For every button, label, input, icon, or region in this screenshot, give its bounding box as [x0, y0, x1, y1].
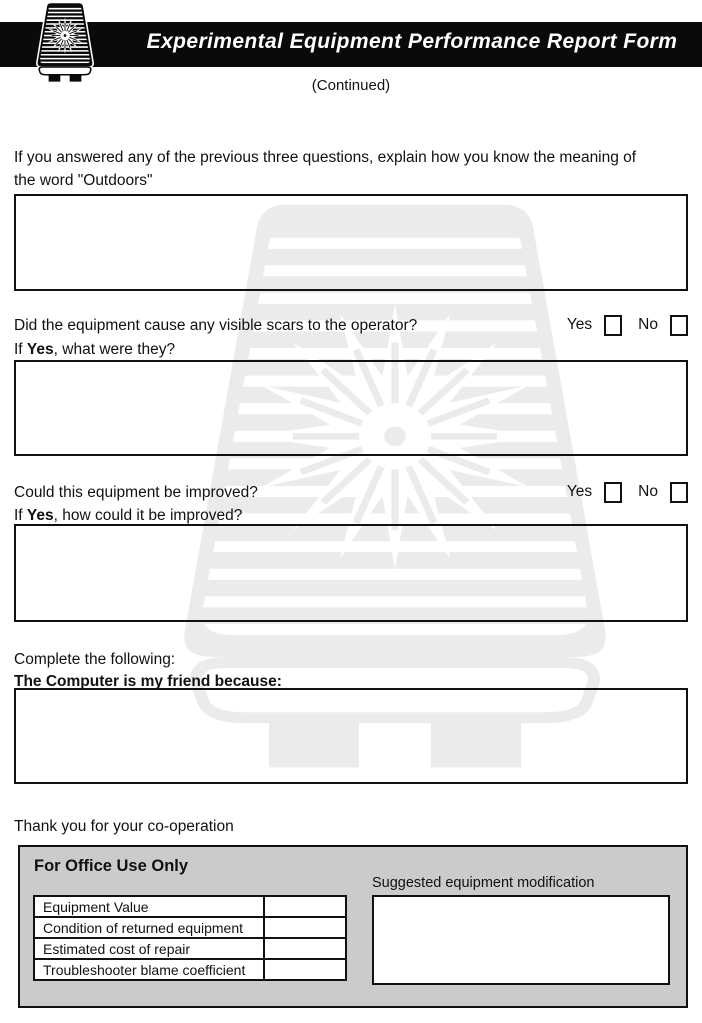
- suggestion-box[interactable]: [372, 895, 670, 985]
- office-row-label: Condition of returned equipment: [34, 917, 264, 938]
- office-table-row: [34, 959, 346, 980]
- office-table-row: [34, 896, 346, 917]
- office-row-label: Estimated cost of repair: [34, 938, 264, 959]
- no-label: No: [638, 483, 658, 500]
- q1-prompt: [14, 146, 688, 192]
- office-row-label: Troubleshooter blame coefficient: [34, 959, 264, 980]
- q2-row: [14, 314, 688, 336]
- q2-no-checkbox[interactable]: [670, 315, 688, 336]
- suggestion-label: Suggested equipment modification: [372, 875, 595, 891]
- q2-followup-pre: If: [14, 341, 27, 358]
- q1-prompt-line2: the word "Outdoors": [14, 172, 153, 189]
- q2-yes-checkbox[interactable]: [604, 315, 622, 336]
- exploding-computer-icon: [26, 1, 104, 87]
- q2-followup-bold: Yes: [26, 341, 54, 358]
- statement-answer-box[interactable]: [14, 688, 688, 784]
- q3-yes-no-group: [567, 482, 688, 503]
- thanks-text: Thank you for your co-operation: [14, 818, 234, 835]
- q1-prompt-line1: If you answered any of the previous three questions, explain how you know the meaning of: [14, 149, 637, 166]
- office-table: [33, 895, 347, 981]
- q2-prompt: Did the equipment cause any visible scars to the operator?: [14, 316, 418, 334]
- office-use-panel: [18, 845, 688, 1008]
- q3-followup-bold: Yes: [26, 507, 54, 524]
- office-table-row: [34, 938, 346, 959]
- office-row-value-cell[interactable]: [264, 917, 346, 938]
- q2-yes-no-group: [567, 315, 688, 336]
- continued-subtitle: (Continued): [311, 77, 391, 94]
- q3-yes-checkbox[interactable]: [604, 482, 622, 503]
- q2-followup-post: , what were they?: [53, 341, 176, 358]
- q3-followup-post: , how could it be improved?: [53, 507, 243, 524]
- q3-no-checkbox[interactable]: [670, 482, 688, 503]
- office-row-label: Equipment Value: [34, 896, 264, 917]
- office-table-row: [34, 917, 346, 938]
- header-bar: [0, 22, 702, 67]
- office-panel-title: For Office Use Only: [34, 857, 189, 875]
- q3-row: [14, 481, 688, 503]
- q3-answer-box[interactable]: [14, 524, 688, 622]
- q2-followup: [14, 338, 688, 361]
- form-title: Experimental Equipment Performance Report Form: [146, 30, 678, 53]
- office-row-value-cell[interactable]: [264, 938, 346, 959]
- no-label: No: [638, 316, 658, 333]
- office-row-value-cell[interactable]: [264, 896, 346, 917]
- q1-answer-box[interactable]: [14, 194, 688, 291]
- office-row-value-cell[interactable]: [264, 959, 346, 980]
- q2-answer-box[interactable]: [14, 360, 688, 456]
- q3-prompt: Could this equipment be improved?: [14, 483, 258, 501]
- yes-label: Yes: [566, 316, 593, 333]
- complete-statement: The Computer is my friend because:: [14, 673, 282, 690]
- q3-followup-pre: If: [14, 507, 27, 524]
- yes-label: Yes: [566, 483, 593, 500]
- complete-heading: Complete the following:: [14, 651, 176, 668]
